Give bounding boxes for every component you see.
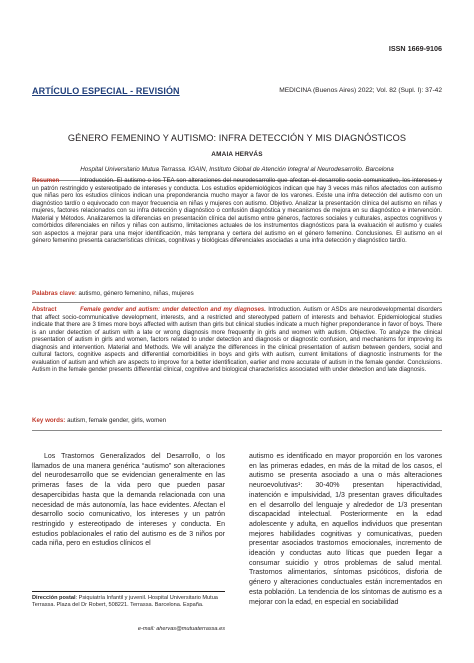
abstract-block: [32, 307, 442, 375]
divider-bottom: [32, 430, 442, 431]
footnote-rule: [32, 591, 225, 592]
footnote-label: Dirección postal: [32, 595, 76, 601]
key-words-text: autism, female gender, girls, women: [65, 417, 167, 424]
palabras-clave-text: : autismo, género femenino, niñas, mujeres: [75, 290, 194, 297]
body-right-paragraph: autismo es identificado en mayor proporción en los varones en las primeras edades, en más de la mitad de los casos, el autismo se presenta asociado a una o más alteraciones neuroevolutivas¹: 30-40% presentan hiperactividad, inatención e impulsividad, 1/3 presentan graves dificultades en el desarrollo del lenguaje y alrededor de 1/3 presentan discapacidad intelectual. Posteriormente en la edad adolescente y adulta, en aquellos individuos que presentan mejores habilidades cognitivas y comunicativas, pueden presentar asociados trastornos emocionales, incremento de ideación y conductas auto líticas que pueden llegar a consumar suicidio y otros problemas de salud mental. Trastornos alimentarios, síntomas psicóticos, disforia de género y alteraciones conductuales están incrementados en esta población. La tendencia de los síntomas de autismo es a mejorar con la edad, en especial en sociabilidad: [249, 453, 442, 606]
resumen-block: [32, 178, 442, 246]
article-title: GÉNERO FEMENINO Y AUTISMO: INFRA DETECCIÓN Y MIS DIAGNÓSTICOS: [67, 133, 407, 143]
issn: ISSN 1669-9106: [388, 44, 442, 53]
footnote-text: : Psiquiatría Infantil y juvenil. Hospital Universitario Mutua Terrassa. Plaza del Dr Robert, 508221. Terrassa. Barcelona. España.: [32, 595, 218, 609]
divider-middle: [32, 302, 442, 303]
palabras-clave-label: Palabras clave: [32, 290, 76, 297]
palabras-clave-row: [32, 290, 194, 297]
resumen-text: Introducción. El autismo o los TEA son alteraciones del neurodesarrollo que afectan el desarrollo socio comunicativo, los intereses y un patrón restringido y estereotipado de intereses y conducta. Los estudios epidemiológicos indican que hay 3 veces más niños afectados con autismo que niñas pero los estudios clínicos indican una preponderancia mucho mayor a favor de los varones. Existe una infra detección del autismo con un diagnóstico tardío o equivocado con mayor frecuencia en niñas y mujeres con autismo. Objetivo. Analizar la presentación clínica del autismo en niñas y mujeres, factores relacionados con su infra detección y diagnóstico o confusión diagnóstica y mecanismos de mejora en su diagnóstico e intervención. Material y Métodos. Analizaremos la diferencias en presentación clínica del autismo entre géneros, factores sociales y culturales, aspectos cognitivos y comórbidos diferenciales en niños y niñas con autismo, limitaciones actuales de los instrumentos diagnósticos para la evaluación el autismo y cuales son aspectos a mejorar para una mejor identificación, más temprana y certera del autismo en el género femenino. Conclusiones. El autismo en el género femenino presenta características clínicas, cognitivas y biológicas diferenciales asociadas a una infra detección y diagnóstico tardío.: [32, 178, 442, 245]
footnote-email: e-mail: ahervas@mutuaterrassa.es: [137, 626, 225, 632]
body-left-paragraph: Los Trastornos Generalizados del Desarrollo, o los llamados de una manera genérica “autismo” son alteraciones del neurodesarrollo que se evidencian generalmente en las primeras fases de la vida pero que pueden pasar desapercibidas hasta que la demanda relacionada con una necesidad de más autonomía, las hace evidentes. Afectan el desarrollo socio comunicativo, los intereses y un patrón restringido y estereotipado de intereses y conducta. En estudios poblacionales el ratio del autismo es de 3 niños por cada niña, pero en estudios clínicos el: [32, 453, 225, 548]
body-left-column: [32, 452, 225, 549]
key-words-row: [32, 417, 166, 424]
resumen-label: Resumen: [32, 178, 60, 184]
section-heading: ARTÍCULO ESPECIAL - REVISIÓN: [32, 86, 180, 96]
abstract-text: Introduction. Autism or ASDs are neurodevelopmental disorders that affect socio-communicative development, interests, and a restricted and stereotyped pattern of interests and behavior. Epidemiological studies indicate that there are 3 times more boys affected with autism than girls but clinical studies indicate a much higher preponderance in favor of boys. There is an under detection of autism with a late or wrong diagnosis more frequently in girls and women with autism. Objective. To analyze the clinical presentation of autism in girls and women, factors related to under detection and diagnosis or diagnostic confusion, and mechanisms for improving its diagnosis and intervention. Material and Methods. We will analyze the differences in the clinical presentation of autism between genders, social and cultural factors, cognitive aspects and differential comorbidities in boys and girls with autism, current limitations of diagnostic instruments for the evaluation of autism and which are aspects to improve for a better identification, earlier and more accurate of autism in the female gender. Conclusions. Autism in the female gender presents differential clinical, cognitive and biological characteristics associated with under detection and late diagnosis.: [32, 307, 443, 374]
key-words-label: Key words:: [32, 417, 66, 424]
footnote-address: [32, 595, 225, 609]
abstract-title: Female gender and autism: under detection and my diagnoses.: [80, 307, 266, 313]
abstract-label: Abstract: [32, 307, 57, 313]
author: AMAIA HERVÁS: [211, 151, 263, 158]
journal-citation: MEDICINA (Buenos Aires) 2022; Vol. 82 (Supl. I): 37-42: [279, 87, 442, 94]
body-right-column: [249, 452, 442, 607]
affiliation: Hospital Universitario Mutua Terrassa. IGAIN, Instituto Global de Atención Integral al Neurodesarrollo. Barcelona: [80, 166, 394, 173]
